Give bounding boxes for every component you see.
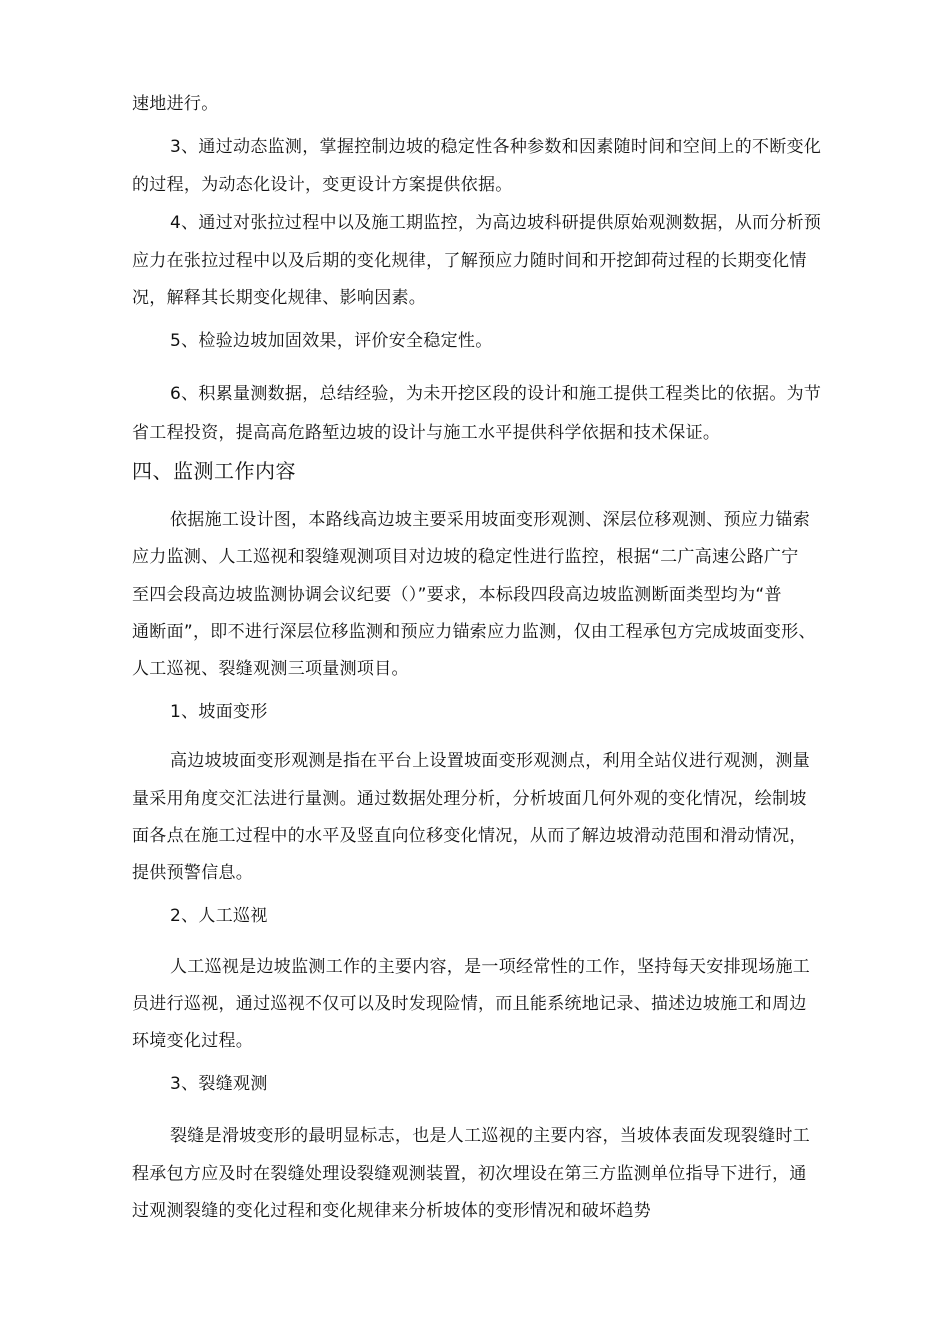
subsection-1-title: 1、坡面变形 xyxy=(170,702,268,722)
subsection-3-title: 3、裂缝观测 xyxy=(170,1074,268,1094)
subsection-3-line-1: 裂缝是滑坡变形的最明显标志，也是人工巡视的主要内容，当坡体表面发现裂缝时工 xyxy=(170,1126,811,1146)
subsection-1-line-3: 面各点在施工过程中的水平及竖直向位移变化情况，从而了解边坡滑动范围和滑动情况， xyxy=(132,826,807,846)
item-3-line-1: 3、通过动态监测，掌握控制边坡的稳定性各种参数和因素随时间和空间上的不断变化 xyxy=(170,137,822,157)
subsection-3-line-2: 程承包方应及时在裂缝处理设裂缝观测装置，初次埋设在第三方监测单位指导下进行，通 xyxy=(132,1164,807,1184)
intro-line-1: 依据施工设计图，本路线高边坡主要采用坡面变形观测、深层位移观测、预应力锚索 xyxy=(170,510,811,530)
intro-line-5: 人工巡视、裂缝观测三项量测项目。 xyxy=(132,659,409,679)
intro-line-4: 通断面”，即不进行深层位移监测和预应力锚索应力监测，仅由工程承包方完成坡面变形、 xyxy=(132,622,816,642)
subsection-2-line-3: 环境变化过程。 xyxy=(132,1031,254,1051)
item-4-line-2: 应力在张拉过程中以及后期的变化规律，了解预应力随时间和开挖卸荷过程的长期变化情 xyxy=(132,251,807,271)
item-6-line-1: 6、积累量测数据，总结经验，为未开挖区段的设计和施工提供工程类比的依据。为节 xyxy=(170,384,822,404)
subsection-1-line-4: 提供预警信息。 xyxy=(132,863,254,883)
subsection-3-line-3: 过观测裂缝的变化过程和变化规律来分析坡体的变形情况和破坏趋势 xyxy=(132,1201,651,1221)
paragraph-continuation: 速地进行。 xyxy=(132,94,219,114)
item-4-line-1: 4、通过对张拉过程中以及施工期监控，为高边坡科研提供原始观测数据，从而分析预 xyxy=(170,213,822,233)
subsection-2-title: 2、人工巡视 xyxy=(170,906,268,926)
item-4-line-3: 况，解释其长期变化规律、影响因素。 xyxy=(132,288,427,308)
item-6-line-2: 省工程投资，提高高危路堑边坡的设计与施工水平提供科学依据和技术保证。 xyxy=(132,423,721,443)
subsection-2-line-2: 员进行巡视，通过巡视不仅可以及时发现险情，而且能系统地记录、描述边坡施工和周边 xyxy=(132,994,807,1014)
intro-line-3: 至四会段高边坡监测协调会议纪要（）”要求，本标段四段高边坡监测断面类型均为“普 xyxy=(132,585,782,605)
subsection-1-line-2: 量采用角度交汇法进行量测。通过数据处理分析，分析坡面几何外观的变化情况，绘制坡 xyxy=(132,789,807,809)
section-heading: 四、监测工作内容 xyxy=(132,459,296,483)
intro-line-2: 应力监测、人工巡视和裂缝观测项目对边坡的稳定性进行监控，根据“二广高速公路广宁 xyxy=(132,547,799,567)
subsection-2-line-1: 人工巡视是边坡监测工作的主要内容，是一项经常性的工作，坚持每天安排现场施工 xyxy=(170,957,811,977)
item-3-line-2: 的过程，为动态化设计，变更设计方案提供依据。 xyxy=(132,175,513,195)
subsection-1-line-1: 高边坡坡面变形观测是指在平台上设置坡面变形观测点，利用全站仪进行观测，测量 xyxy=(170,751,811,771)
item-5-line-1: 5、检验边坡加固效果，评价安全稳定性。 xyxy=(170,331,493,351)
